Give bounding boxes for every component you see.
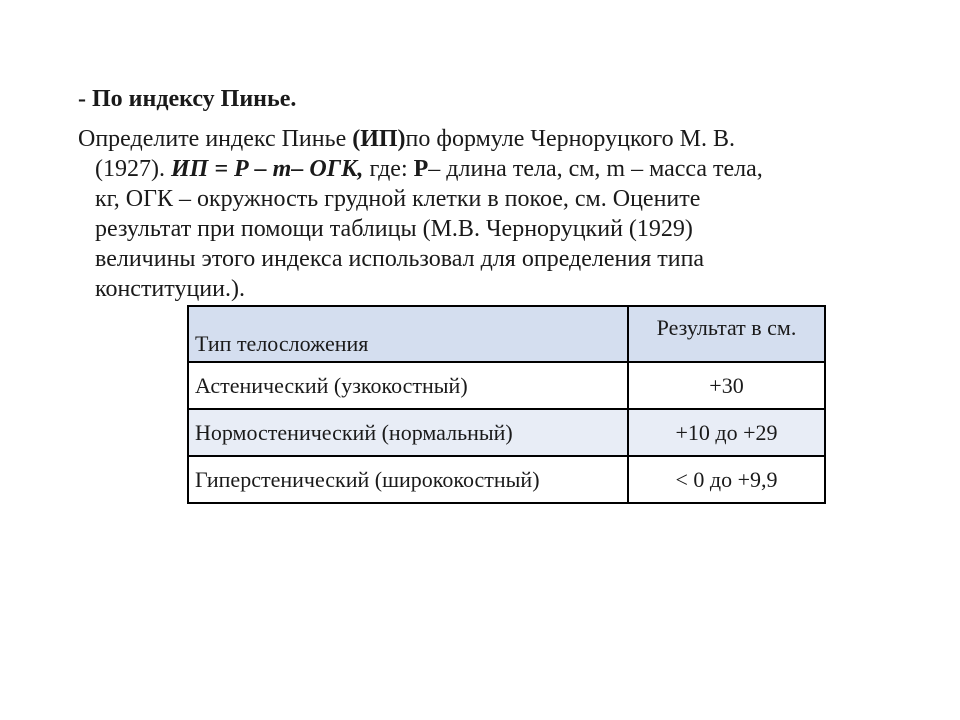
table-row (188, 456, 825, 503)
header-cell-result: Результат в см. (628, 306, 825, 362)
paragraph-text: где: (363, 156, 414, 182)
cell-body-type: Нормостенический (нормальный) (188, 409, 628, 456)
paragraph-line-1 (78, 124, 898, 154)
formula-variable-p: Р (413, 156, 429, 182)
paragraph-line-3: кг, ОГК – окружность грудной клетки в покое, см. Оцените (95, 186, 701, 212)
table-header-row (188, 306, 825, 362)
paragraph-text: (1927). (95, 156, 171, 182)
body-type-table (187, 305, 826, 504)
paragraph-text: по формуле Черноруцкого М. В. (405, 126, 735, 152)
paragraph-text: Определите индекс Пинье (78, 126, 353, 152)
paragraph-line-6: конституции.). (95, 276, 245, 302)
cell-body-type: Астенический (узкокостный) (188, 362, 628, 409)
paragraph-line-4: результат при помощи таблицы (М.В. Черноруцкий (1929) (95, 216, 693, 242)
cell-result: +30 (628, 362, 825, 409)
header-cell-type: Тип телосложения (188, 306, 628, 362)
paragraph-text: – длина тела, см, m – масса тела, (428, 156, 763, 182)
table-row (188, 362, 825, 409)
section-heading: - По индексу Пинье. (78, 86, 297, 112)
paragraph-line-5: величины этого индекса использовал для определения типа (95, 246, 705, 272)
index-abbreviation: (ИП) (352, 126, 406, 152)
cell-body-type: Гиперстенический (ширококостный) (188, 456, 628, 503)
paragraph-line-2 (78, 154, 898, 184)
instruction-paragraph (78, 124, 898, 304)
formula: ИП = Р – m– ОГК, (170, 156, 364, 182)
cell-result: < 0 до +9,9 (628, 456, 825, 503)
table-row (188, 409, 825, 456)
cell-result: +10 до +29 (628, 409, 825, 456)
